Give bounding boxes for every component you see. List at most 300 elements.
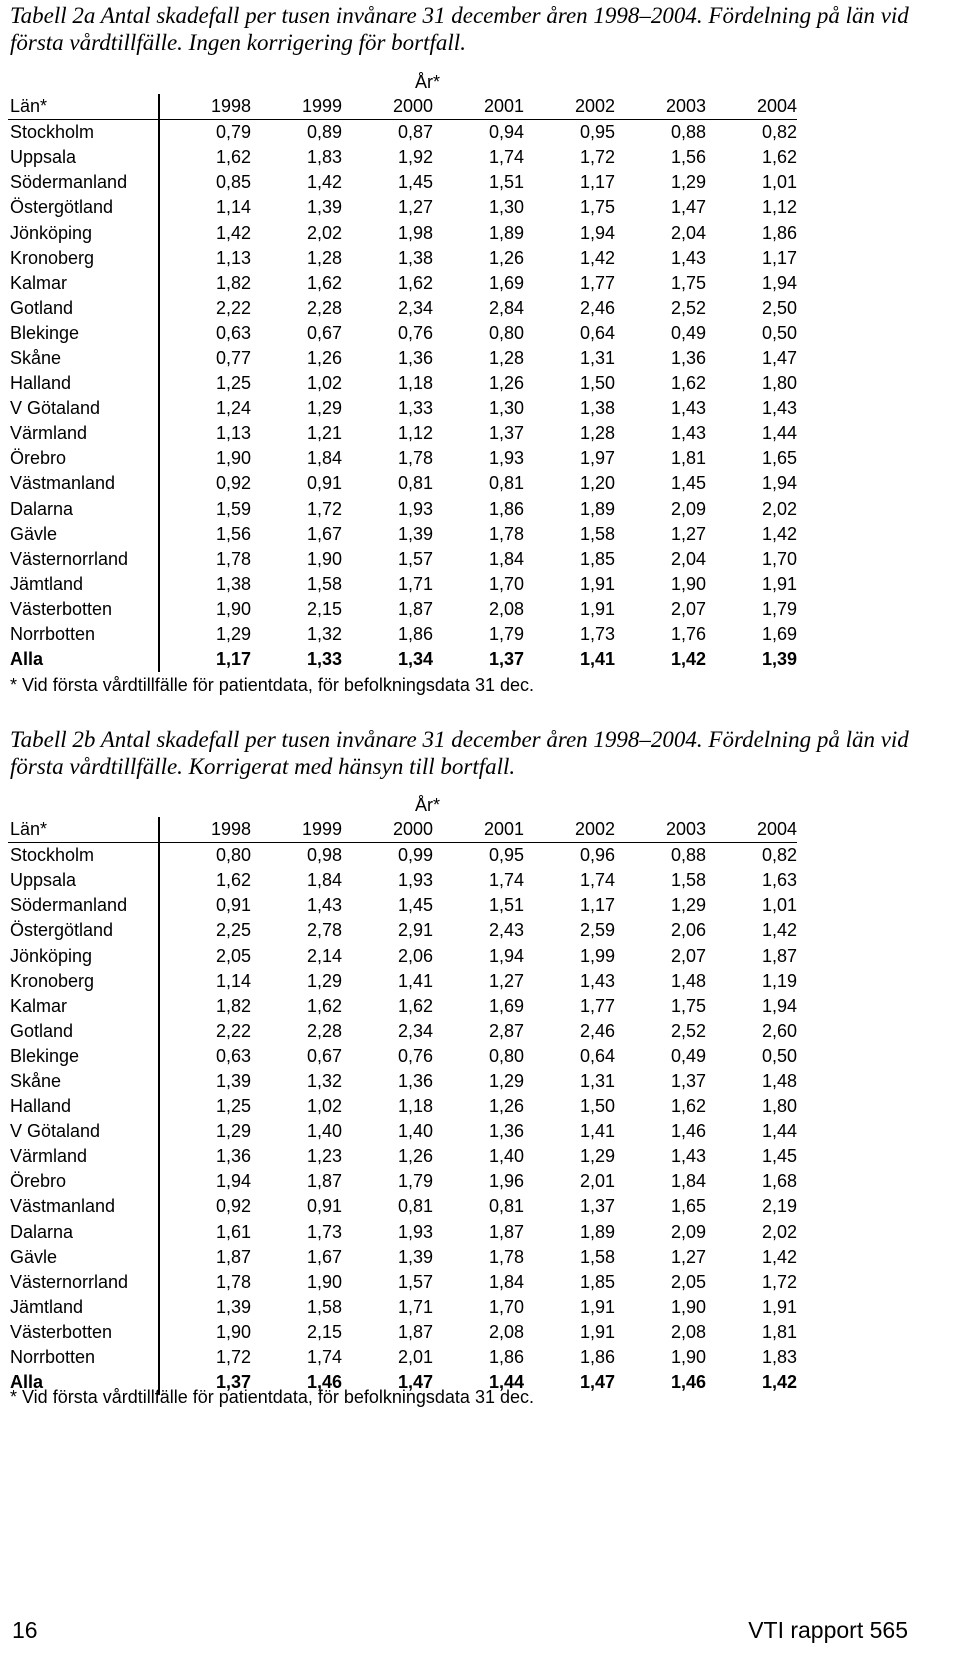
table-row — [8, 868, 797, 893]
value-cell: 1,75 — [670, 272, 706, 293]
value-cell: 1,94 — [579, 222, 615, 243]
value-cell: 1,32 — [306, 624, 342, 645]
value-cell: 1,82 — [215, 995, 251, 1016]
value-cell: 1,42 — [761, 1372, 797, 1393]
value-cell: 1,84 — [670, 1171, 706, 1192]
value-cell: 1,76 — [670, 624, 706, 645]
value-cell: 1,78 — [488, 523, 524, 544]
value-cell: 1,29 — [670, 172, 706, 193]
value-cell: 1,47 — [670, 197, 706, 218]
county-cell: Södermanland — [8, 170, 159, 195]
value-cell: 1,86 — [761, 222, 797, 243]
value-cell: 1,25 — [215, 1096, 251, 1117]
table-row — [8, 522, 797, 547]
value-cell: 1,36 — [670, 347, 706, 368]
table-row — [8, 346, 797, 371]
value-cell: 1,72 — [215, 1347, 251, 1368]
value-cell: 2,07 — [670, 945, 706, 966]
value-cell: 1,40 — [488, 1146, 524, 1167]
value-cell: 1,62 — [397, 995, 433, 1016]
value-cell: 1,79 — [397, 1171, 433, 1192]
value-cell: 2,91 — [397, 920, 433, 941]
county-cell: Halland — [8, 371, 159, 396]
value-cell: 1,12 — [397, 423, 433, 444]
county-cell: Östergötland — [8, 195, 159, 220]
value-cell: 0,80 — [488, 322, 524, 343]
county-cell: Jönköping — [8, 943, 159, 968]
value-cell: 1,42 — [761, 1246, 797, 1267]
value-cell: 1,43 — [670, 247, 706, 268]
column-header-lan: Län* — [8, 817, 159, 843]
value-cell: 1,91 — [579, 1296, 615, 1317]
value-cell: 1,43 — [306, 895, 342, 916]
value-cell: 1,50 — [579, 1096, 615, 1117]
value-cell: 1,29 — [215, 624, 251, 645]
column-header-year: 2003 — [615, 817, 706, 843]
county-cell: Gävle — [8, 1245, 159, 1270]
value-cell: 1,75 — [670, 995, 706, 1016]
value-cell: 1,28 — [488, 347, 524, 368]
value-cell: 1,70 — [488, 1296, 524, 1317]
table-row — [8, 220, 797, 245]
column-header-year: 2003 — [615, 94, 706, 120]
table-row — [8, 1019, 797, 1044]
county-cell: Värmland — [8, 1144, 159, 1169]
column-header-year: 2002 — [524, 94, 615, 120]
table-row — [8, 622, 797, 647]
table-row — [8, 597, 797, 622]
value-cell: 1,43 — [670, 423, 706, 444]
report-name: VTI rapport 565 — [748, 1617, 908, 1643]
value-cell: 1,73 — [579, 624, 615, 645]
county-cell: Västerbotten — [8, 597, 159, 622]
value-cell: 1,45 — [397, 895, 433, 916]
value-cell: 2,15 — [306, 1321, 342, 1342]
county-cell: Västerbotten — [8, 1320, 159, 1345]
value-cell: 0,67 — [306, 322, 342, 343]
county-cell: Dalarna — [8, 497, 159, 522]
value-cell: 1,38 — [579, 398, 615, 419]
value-cell: 0,89 — [306, 122, 342, 143]
value-cell: 2,09 — [670, 1221, 706, 1242]
value-cell: 1,84 — [488, 548, 524, 569]
value-cell: 1,74 — [306, 1347, 342, 1368]
page-number: 16 — [12, 1617, 38, 1643]
value-cell: 0,76 — [397, 322, 433, 343]
column-header-year: 1999 — [251, 817, 342, 843]
value-cell: 0,80 — [215, 845, 251, 866]
value-cell: 1,18 — [397, 1096, 433, 1117]
value-cell: 1,17 — [761, 247, 797, 268]
value-cell: 1,58 — [579, 523, 615, 544]
value-cell: 1,50 — [579, 373, 615, 394]
value-cell: 1,93 — [397, 1221, 433, 1242]
value-cell: 1,24 — [215, 398, 251, 419]
table-row — [8, 918, 797, 943]
value-cell: 1,94 — [761, 473, 797, 494]
value-cell: 1,44 — [488, 1372, 524, 1393]
value-cell: 2,15 — [306, 598, 342, 619]
table-a — [8, 94, 797, 672]
value-cell: 1,33 — [306, 649, 342, 670]
table-b-caption: Tabell 2b Antal skadefall per tusen invånare 31 december åren 1998–2004. Fördelning på län vid första vårdtillfälle. Korrigerat med hänsyn till bortfall. — [10, 727, 909, 779]
value-cell: 0,95 — [488, 845, 524, 866]
value-cell: 1,58 — [579, 1246, 615, 1267]
county-cell: Västmanland — [8, 1194, 159, 1219]
value-cell: 1,78 — [215, 1271, 251, 1292]
value-cell: 0,63 — [215, 322, 251, 343]
table-row — [8, 1169, 797, 1194]
value-cell: 1,90 — [670, 1296, 706, 1317]
value-cell: 0,77 — [215, 347, 251, 368]
value-cell: 1,37 — [488, 423, 524, 444]
value-cell: 0,81 — [397, 1196, 433, 1217]
value-cell: 1,79 — [488, 624, 524, 645]
table-row — [8, 321, 797, 346]
value-cell: 1,65 — [670, 1196, 706, 1217]
value-cell: 1,43 — [670, 1146, 706, 1167]
table-row — [8, 1194, 797, 1219]
value-cell: 1,63 — [761, 870, 797, 891]
value-cell: 1,26 — [488, 373, 524, 394]
value-cell: 0,88 — [670, 845, 706, 866]
value-cell: 1,01 — [761, 172, 797, 193]
value-cell: 1,37 — [488, 649, 524, 670]
value-cell: 1,91 — [761, 573, 797, 594]
value-cell: 1,74 — [488, 870, 524, 891]
value-cell: 1,41 — [397, 970, 433, 991]
value-cell: 2,50 — [761, 297, 797, 318]
value-cell: 1,84 — [488, 1271, 524, 1292]
value-cell: 1,51 — [488, 895, 524, 916]
value-cell: 2,52 — [670, 297, 706, 318]
value-cell: 1,14 — [215, 970, 251, 991]
value-cell: 0,49 — [670, 1045, 706, 1066]
value-cell: 1,94 — [761, 995, 797, 1016]
value-cell: 1,91 — [579, 598, 615, 619]
county-cell: Skåne — [8, 346, 159, 371]
value-cell: 2,02 — [306, 222, 342, 243]
value-cell: 1,57 — [397, 548, 433, 569]
value-cell: 1,86 — [488, 1347, 524, 1368]
value-cell: 1,36 — [215, 1146, 251, 1167]
value-cell: 1,80 — [761, 373, 797, 394]
value-cell: 1,77 — [579, 272, 615, 293]
value-cell: 2,05 — [215, 945, 251, 966]
value-cell: 1,29 — [579, 1146, 615, 1167]
table-row — [8, 969, 797, 994]
value-cell: 1,27 — [670, 1246, 706, 1267]
value-cell: 1,40 — [306, 1121, 342, 1142]
table-row — [8, 1094, 797, 1119]
value-cell: 1,47 — [397, 1372, 433, 1393]
value-cell: 1,69 — [761, 624, 797, 645]
county-cell: Gävle — [8, 522, 159, 547]
value-cell: 1,93 — [397, 498, 433, 519]
value-cell: 1,62 — [670, 373, 706, 394]
value-cell: 0,81 — [488, 1196, 524, 1217]
value-cell: 1,25 — [215, 373, 251, 394]
county-cell: Kronoberg — [8, 969, 159, 994]
value-cell: 1,29 — [215, 1121, 251, 1142]
value-cell: 1,57 — [397, 1271, 433, 1292]
value-cell: 0,87 — [397, 122, 433, 143]
value-cell: 2,08 — [488, 598, 524, 619]
value-cell: 1,56 — [670, 147, 706, 168]
value-cell: 1,62 — [761, 147, 797, 168]
value-cell: 0,50 — [761, 322, 797, 343]
value-cell: 1,32 — [306, 1070, 342, 1091]
value-cell: 1,19 — [761, 970, 797, 991]
value-cell: 1,62 — [215, 870, 251, 891]
column-header-year: 1998 — [159, 817, 251, 843]
value-cell: 0,94 — [488, 122, 524, 143]
table-row — [8, 396, 797, 421]
value-cell: 0,96 — [579, 845, 615, 866]
value-cell: 1,71 — [397, 1296, 433, 1317]
county-cell: Jämtland — [8, 572, 159, 597]
value-cell: 0,98 — [306, 845, 342, 866]
county-cell: Jämtland — [8, 1295, 159, 1320]
value-cell: 1,80 — [761, 1096, 797, 1117]
value-cell: 1,70 — [761, 548, 797, 569]
value-cell: 1,01 — [761, 895, 797, 916]
value-cell: 1,39 — [215, 1070, 251, 1091]
value-cell: 1,41 — [579, 1121, 615, 1142]
county-cell: Örebro — [8, 446, 159, 471]
value-cell: 0,92 — [215, 1196, 251, 1217]
value-cell: 1,36 — [397, 347, 433, 368]
column-header-year: 2000 — [342, 817, 433, 843]
county-cell: Skåne — [8, 1069, 159, 1094]
county-cell: Blekinge — [8, 321, 159, 346]
table-row — [8, 421, 797, 446]
table-row — [8, 1295, 797, 1320]
value-cell: 2,22 — [215, 1020, 251, 1041]
county-cell: Norrbotten — [8, 1345, 159, 1370]
value-cell: 1,29 — [306, 398, 342, 419]
value-cell: 1,83 — [306, 147, 342, 168]
table-row — [8, 271, 797, 296]
value-cell: 2,04 — [670, 548, 706, 569]
value-cell: 1,12 — [761, 197, 797, 218]
value-cell: 0,80 — [488, 1045, 524, 1066]
value-cell: 0,81 — [488, 473, 524, 494]
table-row — [8, 145, 797, 170]
value-cell: 0,88 — [670, 122, 706, 143]
value-cell: 0,64 — [579, 1045, 615, 1066]
value-cell: 1,13 — [215, 423, 251, 444]
table-b-header-row — [8, 817, 797, 843]
value-cell: 1,99 — [579, 945, 615, 966]
value-cell: 2,60 — [761, 1020, 797, 1041]
value-cell: 2,07 — [670, 598, 706, 619]
value-cell: 0,82 — [761, 122, 797, 143]
county-cell: Östergötland — [8, 918, 159, 943]
value-cell: 1,61 — [215, 1221, 251, 1242]
table-row — [8, 497, 797, 522]
value-cell: 1,89 — [579, 1221, 615, 1242]
value-cell: 1,62 — [306, 995, 342, 1016]
value-cell: 2,87 — [488, 1020, 524, 1041]
value-cell: 1,26 — [488, 1096, 524, 1117]
value-cell: 1,29 — [306, 970, 342, 991]
value-cell: 1,30 — [488, 398, 524, 419]
value-cell: 1,62 — [306, 272, 342, 293]
value-cell: 1,46 — [670, 1372, 706, 1393]
column-header-year: 2004 — [706, 817, 797, 843]
county-cell: Örebro — [8, 1169, 159, 1194]
value-cell: 1,45 — [397, 172, 433, 193]
value-cell: 1,33 — [397, 398, 433, 419]
value-cell: 2,78 — [306, 920, 342, 941]
table-row — [8, 994, 797, 1019]
value-cell: 0,63 — [215, 1045, 251, 1066]
value-cell: 1,90 — [306, 1271, 342, 1292]
county-cell: Alla — [8, 1370, 159, 1395]
value-cell: 2,08 — [670, 1321, 706, 1342]
value-cell: 1,31 — [579, 347, 615, 368]
value-cell: 2,09 — [670, 498, 706, 519]
value-cell: 1,17 — [215, 649, 251, 670]
value-cell: 1,42 — [579, 247, 615, 268]
value-cell: 1,62 — [670, 1096, 706, 1117]
value-cell: 1,89 — [579, 498, 615, 519]
county-cell: Värmland — [8, 421, 159, 446]
value-cell: 1,17 — [579, 172, 615, 193]
value-cell: 1,41 — [579, 649, 615, 670]
value-cell: 1,67 — [306, 1246, 342, 1267]
table-row — [8, 170, 797, 195]
value-cell: 1,43 — [670, 398, 706, 419]
value-cell: 2,34 — [397, 297, 433, 318]
value-cell: 1,26 — [306, 347, 342, 368]
county-cell: Alla — [8, 647, 159, 672]
value-cell: 1,69 — [488, 272, 524, 293]
value-cell: 1,27 — [488, 970, 524, 991]
value-cell: 1,81 — [670, 448, 706, 469]
value-cell: 1,72 — [306, 498, 342, 519]
county-cell: Kronoberg — [8, 246, 159, 271]
county-cell: Uppsala — [8, 145, 159, 170]
table-b-year-header: År* — [415, 795, 441, 815]
value-cell: 1,46 — [670, 1121, 706, 1142]
value-cell: 1,87 — [306, 1171, 342, 1192]
value-cell: 1,91 — [579, 1321, 615, 1342]
value-cell: 1,84 — [306, 870, 342, 891]
value-cell: 1,73 — [306, 1221, 342, 1242]
value-cell: 1,78 — [215, 548, 251, 569]
table-b-footnote: * Vid första vårdtillfälle för patientdata, för befolkningsdata 31 dec. — [10, 1387, 534, 1407]
value-cell: 1,37 — [579, 1196, 615, 1217]
column-header-year: 2002 — [524, 817, 615, 843]
value-cell: 2,59 — [579, 920, 615, 941]
value-cell: 2,06 — [670, 920, 706, 941]
value-cell: 1,72 — [579, 147, 615, 168]
value-cell: 2,01 — [397, 1347, 433, 1368]
value-cell: 1,75 — [579, 197, 615, 218]
value-cell: 1,27 — [397, 197, 433, 218]
value-cell: 1,31 — [579, 1070, 615, 1091]
value-cell: 2,01 — [579, 1171, 615, 1192]
value-cell: 1,91 — [761, 1296, 797, 1317]
value-cell: 1,48 — [670, 970, 706, 991]
value-cell: 2,06 — [397, 945, 433, 966]
table-row — [8, 246, 797, 271]
value-cell: 0,76 — [397, 1045, 433, 1066]
column-header-year: 2001 — [433, 94, 524, 120]
value-cell: 1,34 — [397, 649, 433, 670]
value-cell: 1,90 — [215, 448, 251, 469]
value-cell: 2,46 — [579, 297, 615, 318]
value-cell: 2,19 — [761, 1196, 797, 1217]
value-cell: 1,93 — [397, 870, 433, 891]
value-cell: 1,77 — [579, 995, 615, 1016]
county-cell: Västmanland — [8, 471, 159, 496]
value-cell: 1,48 — [761, 1070, 797, 1091]
value-cell: 1,38 — [397, 247, 433, 268]
value-cell: 1,46 — [306, 1372, 342, 1393]
value-cell: 1,86 — [488, 498, 524, 519]
value-cell: 0,82 — [761, 845, 797, 866]
value-cell: 2,43 — [488, 920, 524, 941]
value-cell: 0,91 — [215, 895, 251, 916]
table-row — [8, 195, 797, 220]
value-cell: 0,91 — [306, 473, 342, 494]
table-row — [8, 471, 797, 496]
value-cell: 2,04 — [670, 222, 706, 243]
value-cell: 1,85 — [579, 1271, 615, 1292]
table-a-header-row — [8, 94, 797, 120]
value-cell: 1,28 — [306, 247, 342, 268]
value-cell: 2,28 — [306, 1020, 342, 1041]
value-cell: 0,49 — [670, 322, 706, 343]
value-cell: 1,90 — [306, 548, 342, 569]
value-cell: 1,83 — [761, 1347, 797, 1368]
table-row — [8, 893, 797, 918]
value-cell: 2,22 — [215, 297, 251, 318]
value-cell: 1,87 — [761, 945, 797, 966]
county-cell: Blekinge — [8, 1044, 159, 1069]
value-cell: 2,84 — [488, 297, 524, 318]
value-cell: 1,20 — [579, 473, 615, 494]
value-cell: 1,58 — [306, 1296, 342, 1317]
value-cell: 2,08 — [488, 1321, 524, 1342]
value-cell: 1,37 — [670, 1070, 706, 1091]
table-row — [8, 843, 797, 869]
value-cell: 1,29 — [670, 895, 706, 916]
value-cell: 1,39 — [215, 1296, 251, 1317]
county-cell: Gotland — [8, 296, 159, 321]
value-cell: 1,90 — [215, 1321, 251, 1342]
value-cell: 1,67 — [306, 523, 342, 544]
table-row — [8, 371, 797, 396]
value-cell: 1,96 — [488, 1171, 524, 1192]
value-cell: 1,26 — [397, 1146, 433, 1167]
value-cell: 1,97 — [579, 448, 615, 469]
county-cell: Västernorrland — [8, 547, 159, 572]
value-cell: 1,81 — [761, 1321, 797, 1342]
column-header-year: 2000 — [342, 94, 433, 120]
table-row — [8, 1320, 797, 1345]
column-header-year: 2004 — [706, 94, 797, 120]
value-cell: 1,71 — [397, 573, 433, 594]
value-cell: 0,95 — [579, 122, 615, 143]
table-total-row — [8, 647, 797, 672]
value-cell: 1,87 — [397, 598, 433, 619]
value-cell: 1,70 — [488, 573, 524, 594]
county-cell: Uppsala — [8, 868, 159, 893]
